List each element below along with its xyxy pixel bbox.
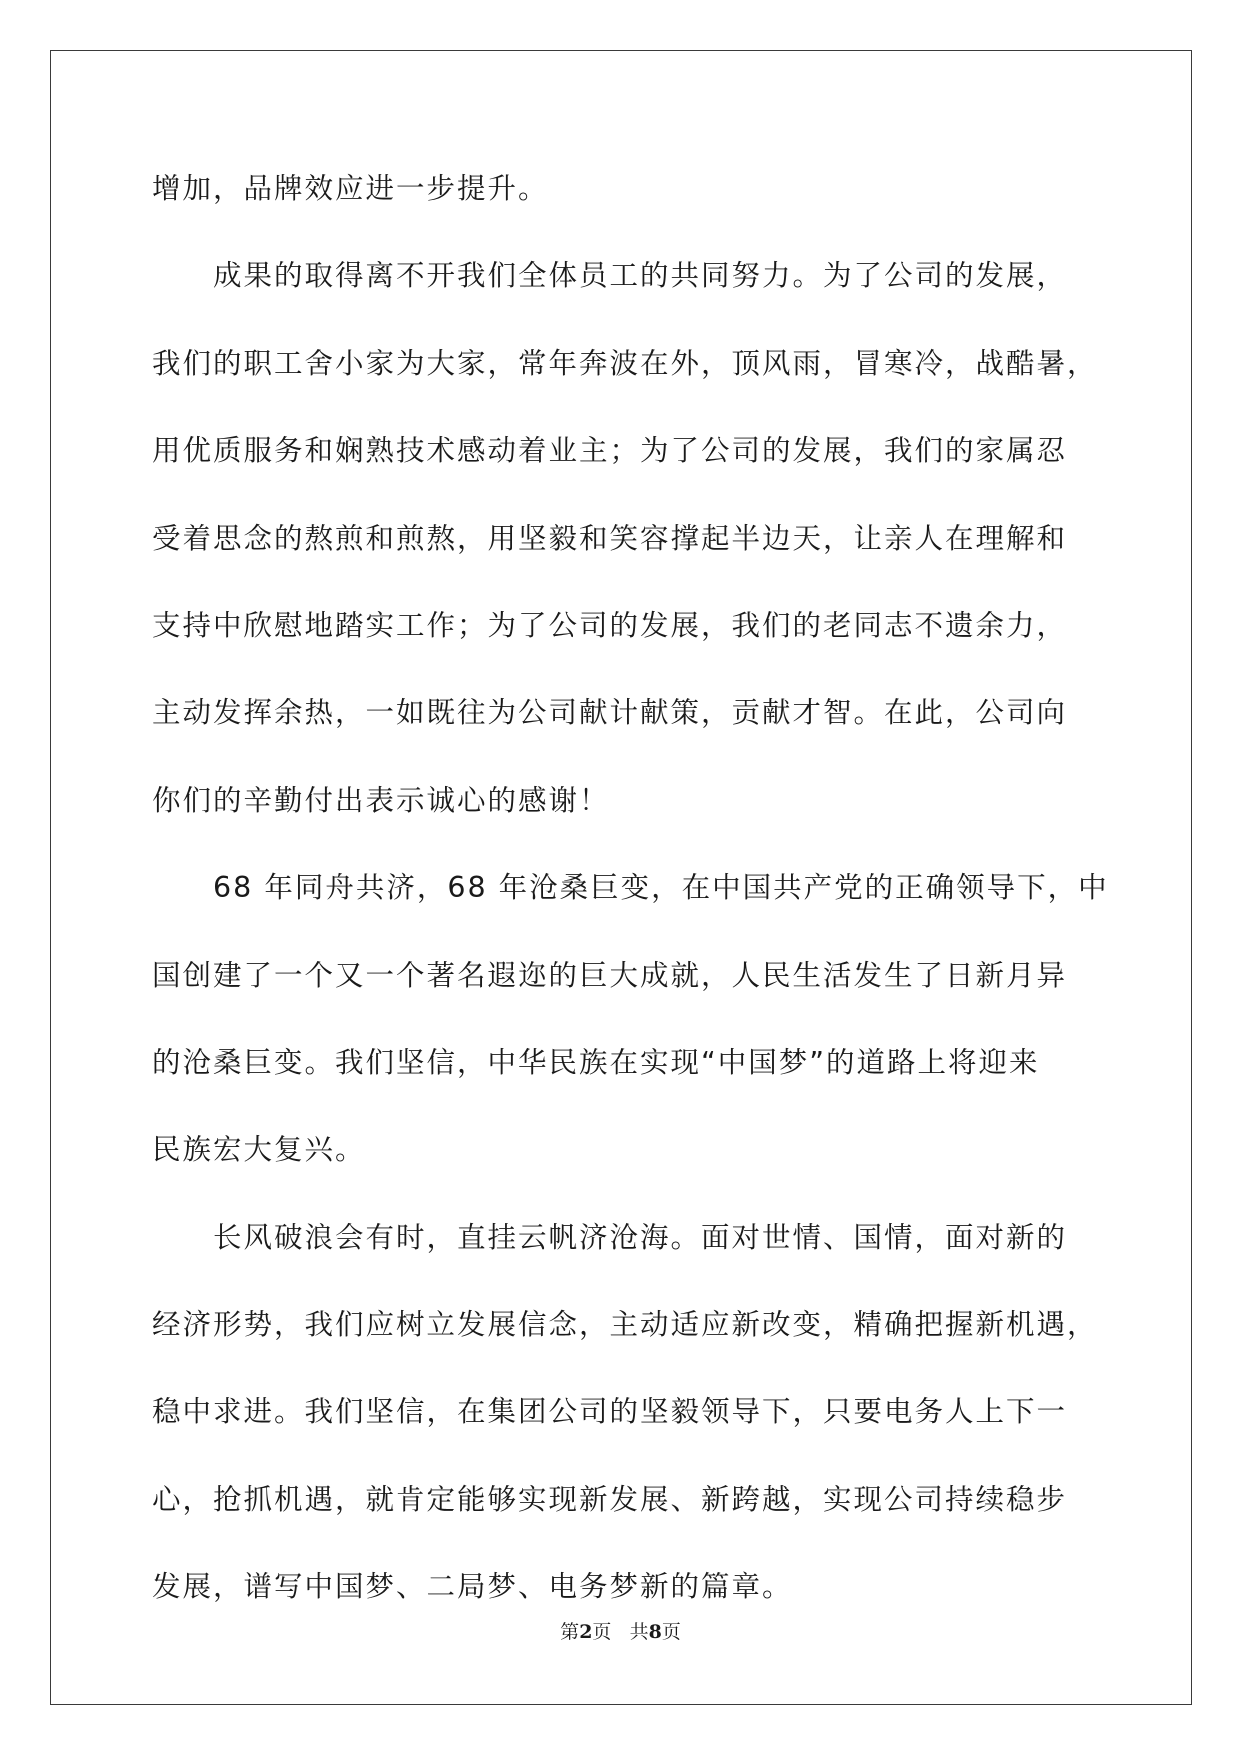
- total-pages-number: 8: [648, 1621, 662, 1643]
- text-line: 民族宏大复兴。: [152, 1133, 366, 1167]
- page-prefix: 第: [560, 1621, 580, 1643]
- text-line: 受着思念的熬煎和煎熬，用坚毅和笑容撑起半边天，让亲人在理解和: [152, 521, 1068, 555]
- text-line: 的沧桑巨变。我们坚信，中华民族在实现“中国梦”的道路上将迎来: [152, 1045, 1040, 1079]
- total-prefix: 共: [629, 1621, 649, 1643]
- text-line: 成果的取得离不开我们全体员工的共同努力。为了公司的发展，: [152, 259, 1068, 293]
- page-footer: [0, 1617, 1241, 1644]
- text-line: 用优质服务和娴熟技术感动着业主；为了公司的发展，我们的家属忍: [152, 434, 1068, 468]
- text-line: 我们的职工舍小家为大家，常年奔波在外，顶风雨，冒寒冷，战酷暑，: [152, 346, 1098, 380]
- page-suffix: 页: [592, 1621, 612, 1643]
- text-line: 心，抢抓机遇，就肯定能够实现新发展、新跨越，实现公司持续稳步: [152, 1482, 1068, 1516]
- text-line: 增加，品牌效应进一步提升。: [152, 172, 549, 205]
- text-line: 68 年同舟共济，68 年沧桑巨变，在中国共产党的正确领导下，中: [152, 871, 1109, 905]
- text-line: 支持中欣慰地踏实工作；为了公司的发展，我们的老同志不遗余力，: [152, 608, 1068, 642]
- current-page-number: 2: [579, 1621, 593, 1643]
- document-body: [152, 164, 1112, 1650]
- text-line: 稳中求进。我们坚信，在集团公司的坚毅领导下，只要电务人上下一: [152, 1395, 1068, 1429]
- text-line: 主动发挥余热，一如既往为公司献计献策，贡献才智。在此，公司向: [152, 696, 1068, 730]
- text-line: 国创建了一个又一个著名遐迩的巨大成就，人民生活发生了日新月异: [152, 958, 1068, 992]
- text-line: 长风破浪会有时，直挂云帆济沧海。面对世情、国情，面对新的: [152, 1220, 1068, 1254]
- text-line: 经济形势，我们应树立发展信念，主动适应新改变，精确把握新机遇，: [152, 1308, 1098, 1342]
- text-line: 你们的辛勤付出表示诚心的感谢！: [152, 783, 610, 817]
- total-suffix: 页: [661, 1621, 681, 1643]
- text-line: 发展，谱写中国梦、二局梦、电务梦新的篇章。: [152, 1570, 793, 1604]
